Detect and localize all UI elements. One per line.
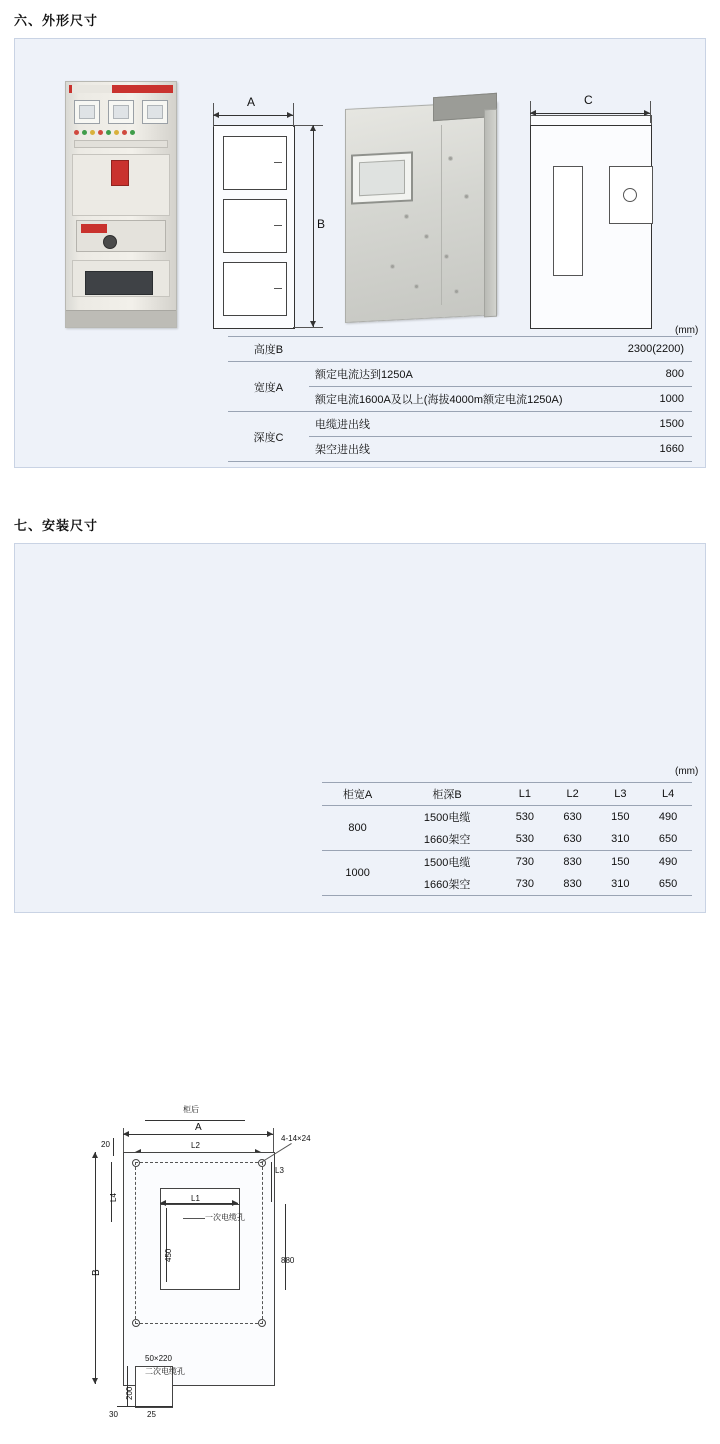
cabinet-rivet-icon	[425, 235, 428, 238]
dim-label-l4: L4	[109, 1193, 118, 1202]
indicator-lamp-icon	[106, 130, 111, 135]
dim-label-l1: L1	[191, 1194, 200, 1203]
dim-label-880: 880	[281, 1256, 295, 1265]
label-cabinet-back: 柜后	[183, 1105, 199, 1114]
front-outline-cell	[223, 262, 287, 316]
side-view-outline	[520, 95, 680, 327]
dim-ext-line	[273, 1128, 274, 1154]
mounting-hole-icon	[258, 1319, 266, 1327]
dim-ext-line	[293, 125, 323, 126]
col-header-l3: L3	[596, 783, 644, 806]
cell-l3: 310	[596, 828, 644, 851]
cell-depth: 1500电缆	[393, 806, 501, 829]
indicator-lamp-icon	[122, 130, 127, 135]
dim-label-b: B	[317, 217, 326, 231]
dim-line-20	[113, 1138, 114, 1156]
dim-line-l1	[160, 1203, 238, 1204]
cabinet-lower-door	[72, 260, 170, 297]
cell-l4: 650	[644, 828, 692, 851]
callout-leader	[183, 1218, 205, 1219]
dim-arrow	[92, 1378, 98, 1384]
dim-arrow	[123, 1131, 129, 1137]
cabinet-inspection-window	[351, 151, 413, 204]
dim-label-25: 25	[147, 1410, 156, 1419]
cell-l2: 830	[549, 851, 597, 874]
cell-l2: 830	[549, 873, 597, 896]
col-header-depth: 柜深B	[393, 783, 501, 806]
dim-label-l3: L3	[275, 1166, 284, 1175]
cabinet-right-edge	[484, 109, 497, 318]
cell-depth: 1660架空	[393, 873, 501, 896]
indicator-lamp-row	[74, 127, 168, 137]
dim-line-bottom	[117, 1406, 173, 1407]
cell-l1: 530	[501, 806, 549, 829]
cell-l3: 310	[596, 873, 644, 896]
cabinet-handle-panel	[76, 220, 166, 252]
dim-line-b	[313, 125, 314, 327]
dim-arrow	[530, 110, 536, 116]
cabinet-vent	[85, 271, 153, 295]
dim-label-200: 200	[125, 1386, 134, 1400]
label-50x220: 50×220	[145, 1354, 172, 1363]
cabinet-rivet-icon	[415, 285, 418, 288]
side-outline-box	[530, 125, 652, 329]
dim-arrow	[213, 112, 219, 118]
label-holes: 4-14×24	[281, 1134, 311, 1143]
dim-arrow	[267, 1131, 273, 1137]
label-secondary-cable-hole: 二次电缆孔	[145, 1367, 185, 1376]
cell-l3: 150	[596, 806, 644, 829]
dim-arrow	[160, 1200, 166, 1206]
indicator-lamp-icon	[74, 130, 79, 135]
cell-width: 800	[322, 806, 393, 851]
table-row	[228, 337, 692, 362]
section-six-title: 六、外形尺寸	[14, 13, 99, 28]
front-outline-cell	[223, 199, 287, 253]
front-view-outline	[213, 95, 333, 327]
dim-ext-line	[650, 101, 651, 123]
cell-l1: 730	[501, 873, 549, 896]
dim-arrow	[644, 110, 650, 116]
label-primary-cable-hole: 一次电缆孔	[205, 1213, 245, 1222]
dim-line-a7	[123, 1134, 273, 1135]
table-row	[228, 362, 692, 387]
meter-gauge	[108, 100, 134, 124]
col-header-width: 柜宽A	[322, 783, 393, 806]
row-value: 1000	[600, 387, 692, 412]
dim-label-450: 450	[164, 1248, 173, 1262]
cabinet-panel-seam	[441, 125, 442, 305]
cabinet-rivet-icon	[449, 157, 452, 160]
dimension-table	[228, 336, 692, 462]
unit-label-seven: (mm)	[675, 766, 699, 777]
cell-depth: 1660架空	[393, 828, 501, 851]
row-name: 深度C	[228, 412, 309, 462]
row-value: 1500	[600, 412, 692, 437]
cabinet-meter-row	[74, 100, 168, 122]
cell-l4: 490	[644, 806, 692, 829]
dim-label-l2: L2	[191, 1141, 200, 1150]
cabinet-side-body	[345, 101, 497, 323]
front-outline-box	[213, 125, 295, 329]
dim-arrow	[310, 321, 316, 327]
cabinet-side-photo	[345, 95, 500, 327]
indicator-lamp-icon	[130, 130, 135, 135]
row-desc: 额定电流达到1250A	[309, 362, 600, 387]
dim-line-a	[213, 115, 293, 116]
handle-knob-icon	[103, 235, 117, 249]
dim-line-450	[166, 1208, 167, 1282]
dim-arrow	[287, 112, 293, 118]
cabinet-brand-plate	[72, 85, 112, 93]
dim-label-a7: A	[195, 1122, 202, 1133]
table-row	[228, 412, 692, 437]
indicator-lamp-icon	[114, 130, 119, 135]
table-header-row	[322, 783, 692, 806]
cabinet-rivet-icon	[391, 265, 394, 268]
cell-l4: 490	[644, 851, 692, 874]
cabinet-rivet-icon	[405, 215, 408, 218]
warning-label-icon	[111, 160, 129, 186]
indicator-lamp-icon	[98, 130, 103, 135]
row-value: 800	[600, 362, 692, 387]
dim-line-l4	[111, 1162, 112, 1222]
row-value: 2300(2200)	[600, 337, 692, 362]
table-row	[322, 806, 692, 829]
dim-arrow	[310, 125, 316, 131]
cell-l2: 630	[549, 806, 597, 829]
dim-label-20: 20	[101, 1140, 110, 1149]
row-desc: 电缆进出线	[309, 412, 600, 437]
cabinet-rivet-icon	[445, 255, 448, 258]
section-seven-title: 七、安装尺寸	[14, 518, 99, 533]
row-name: 高度B	[228, 337, 309, 362]
cabinet-rivet-icon	[455, 290, 458, 293]
col-header-l1: L1	[501, 783, 549, 806]
dim-label-b7: B	[91, 1269, 102, 1276]
table-row	[322, 851, 692, 874]
indicator-lamp-icon	[82, 130, 87, 135]
cabinet-rivet-icon	[465, 195, 468, 198]
indicator-lamp-icon	[90, 130, 95, 135]
dim-ext-line	[293, 327, 323, 328]
cell-l2: 630	[549, 828, 597, 851]
cell-width: 1000	[322, 851, 393, 896]
cell-depth: 1500电缆	[393, 851, 501, 874]
dim-line-b7	[95, 1152, 96, 1384]
unit-label-six: (mm)	[675, 325, 699, 336]
cabinet-label-strip	[74, 140, 168, 148]
meter-gauge	[142, 100, 168, 124]
installation-drawing	[75, 1104, 325, 1444]
cell-l1: 730	[501, 851, 549, 874]
installation-table	[322, 782, 692, 896]
front-outline-cell	[223, 136, 287, 190]
handle-red-bar	[81, 224, 107, 233]
side-outline-inner-tall	[553, 166, 583, 276]
row-desc	[309, 337, 600, 362]
side-outline-circle	[623, 188, 637, 202]
row-value: 1660	[600, 437, 692, 462]
dim-line-880	[285, 1204, 286, 1290]
dim-label-c: C	[584, 93, 593, 107]
dim-arrow	[232, 1200, 238, 1206]
dim-line-c	[530, 113, 650, 114]
cell-l3: 150	[596, 851, 644, 874]
cabinet-base	[66, 310, 176, 327]
cabinet-back-line	[145, 1120, 245, 1121]
dim-label-30: 30	[109, 1410, 118, 1419]
dim-label-a: A	[247, 95, 256, 109]
dim-arrow	[92, 1152, 98, 1158]
dim-ext-line	[293, 103, 294, 127]
cabinet-front-photo	[65, 81, 177, 328]
cell-l1: 530	[501, 828, 549, 851]
meter-gauge	[74, 100, 100, 124]
row-desc: 额定电流1600A及以上(海拔4000m额定电流1250A)	[309, 387, 600, 412]
cell-l4: 650	[644, 873, 692, 896]
col-header-l4: L4	[644, 783, 692, 806]
dim-line-l3	[271, 1162, 272, 1202]
mounting-hole-icon	[132, 1319, 140, 1327]
row-name: 宽度A	[228, 362, 309, 412]
col-header-l2: L2	[549, 783, 597, 806]
mounting-hole-icon	[132, 1159, 140, 1167]
row-desc: 架空进出线	[309, 437, 600, 462]
